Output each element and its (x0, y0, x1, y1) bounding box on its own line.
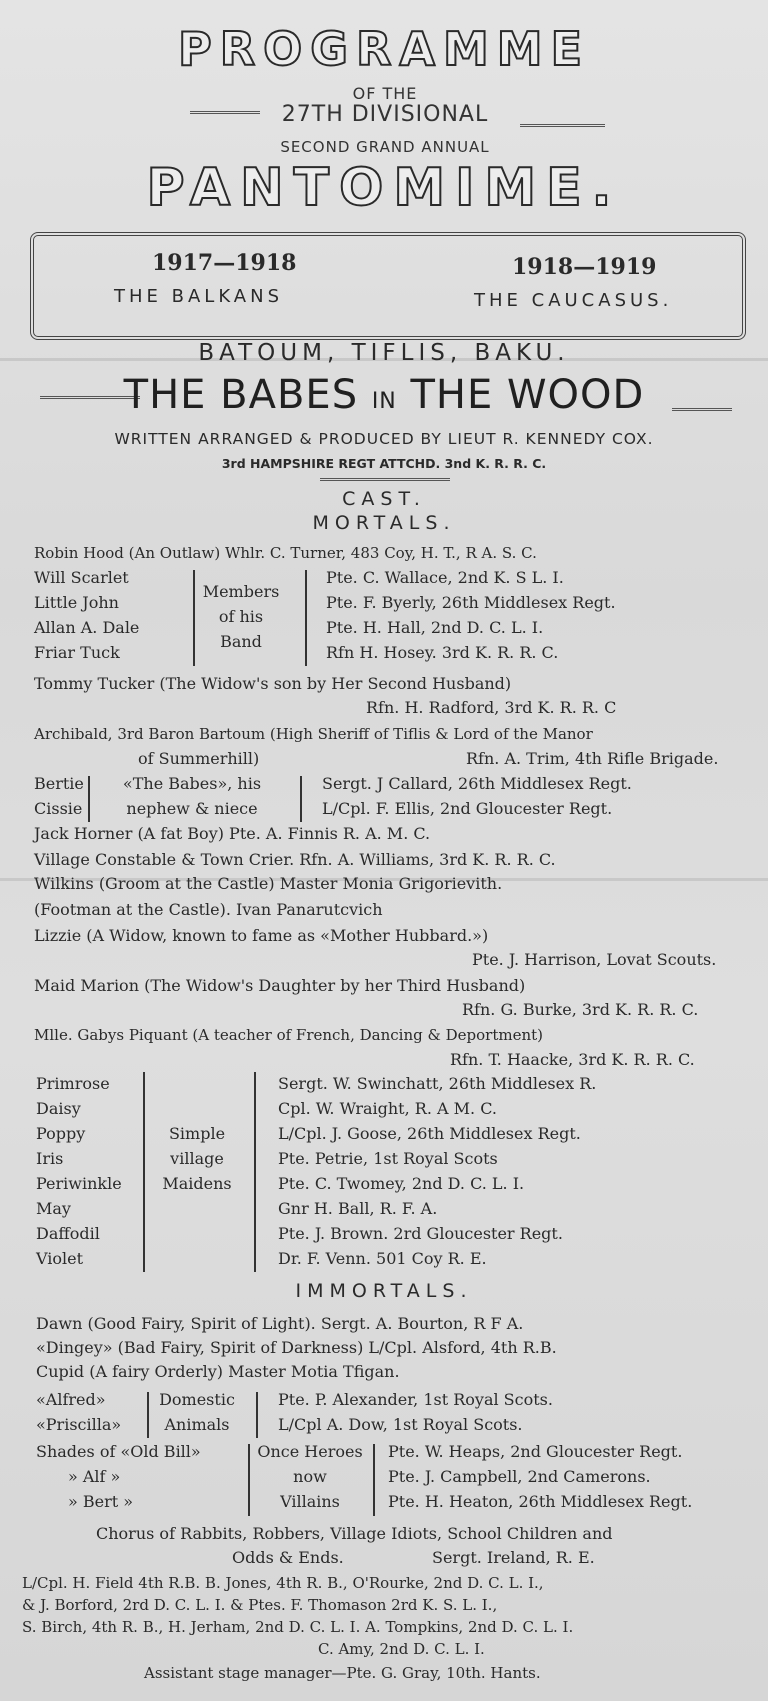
season-years-left: 1917—1918 (152, 250, 297, 276)
season-years-right: 1918—1919 (512, 254, 657, 280)
play-title (0, 372, 768, 418)
credit-sub-line: 3rd HAMPSHIRE REGT ATTCHD. 3nd K. R. R. C. (221, 456, 547, 471)
band-actor: Rfn H. Hosey. 3rd K. R. R. C. (326, 643, 559, 662)
animal-actors (278, 1390, 553, 1440)
shade-role: » Alf » (68, 1467, 121, 1486)
rule (320, 478, 450, 481)
babes-role: Cissie (34, 799, 83, 818)
babes-actor: L/Cpl. F. Ellis, 2nd Gloucester Regt. (322, 799, 613, 818)
maiden-role: Daisy (36, 1099, 81, 1118)
bracket (305, 570, 307, 666)
play-title-part3: THE WOOD (410, 372, 645, 418)
shade-actors (388, 1442, 692, 1517)
maiden-actor: Pte. Petrie, 1st Royal Scots (278, 1149, 498, 1168)
second-grand-text: SECOND GRAND ANNUAL (280, 138, 490, 156)
band-role: Allan A. Dale (34, 618, 140, 637)
band-group-line: of his (218, 607, 264, 626)
band-roles (34, 568, 139, 668)
maiden-actor: Sergt. W. Swinchatt, 26th Middlesex R. (278, 1074, 597, 1093)
programme-title: PROGRAMME (178, 22, 590, 76)
babes-group-line: nephew & niece (126, 799, 258, 818)
immortals-heading: IMMORTALS. (295, 1280, 473, 1302)
cast-marion: Maid Marion (The Widow's Daughter by her Third Husband) (34, 976, 526, 995)
band-actor: Pte. H. Hall, 2nd D. C. L. I. (326, 618, 544, 637)
cast-jack: Jack Horner (A fat Boy) Pte. A. Finnis R. A. M. C. (34, 824, 431, 843)
shade-roles (36, 1442, 201, 1517)
cast-tommy: Tommy Tucker (The Widow's son by Her Second Husband) (34, 674, 512, 693)
cast-marion-actor: Rfn. G. Burke, 3rd K. R. R. C. (462, 1000, 699, 1019)
cast-archibald: Archibald, 3rd Baron Bartoum (High Sheriff of Tiflis & Lord of the Manor (34, 725, 593, 743)
cast-gabys: Mlle. Gabys Piquant (A teacher of French, Dancing & Deportment) (34, 1026, 543, 1044)
cast-village-constable: Village Constable & Town Crier. Rfn. A. Williams, 3rd K. R. R. C. (34, 850, 556, 869)
band-group-line: Members (202, 582, 280, 601)
animal-actor: L/Cpl A. Dow, 1st Royal Scots. (278, 1415, 523, 1434)
maiden-role: Poppy (36, 1124, 86, 1143)
ensemble-line: L/Cpl. H. Field 4th R.B. B. Jones, 4th R. B., O'Rourke, 2nd D. C. L. I., (22, 1574, 544, 1592)
animal-role: «Alfred» (36, 1390, 106, 1409)
pantomime-title: PANTOMIME. (146, 158, 622, 218)
maiden-actor: Pte. J. Brown. 2rd Gloucester Regt. (278, 1224, 563, 1243)
cast-chorus-2: Odds & Ends. (232, 1548, 344, 1567)
credit-line: WRITTEN ARRANGED & PRODUCED BY LIEUT R. KENNEDY COX. (114, 430, 654, 448)
band-role: Will Scarlet (34, 568, 129, 587)
maiden-role: Periwinkle (36, 1174, 122, 1193)
bracket (143, 1072, 145, 1272)
bracket (373, 1444, 375, 1516)
cast-cupid: Cupid (A fairy Orderly) Master Motia Tfigan. (36, 1362, 400, 1381)
maiden-actor: Pte. C. Twomey, 2nd D. C. L. I. (278, 1174, 525, 1193)
cast-dingey: «Dingey» (Bad Fairy, Spirit of Darkness) L/Cpl. Alsford, 4th R.B. (36, 1338, 557, 1357)
band-role: Friar Tuck (34, 643, 120, 662)
stage-manager: Assistant stage manager—Pte. G. Gray, 10th. Hants. (144, 1664, 541, 1682)
cast-chorus-actor: Sergt. Ireland, R. E. (432, 1548, 595, 1567)
animal-role: «Priscilla» (36, 1415, 122, 1434)
band-group (194, 582, 288, 657)
band-group-line: Band (220, 632, 262, 651)
babes-role: Bertie (34, 774, 84, 793)
shade-actor: Pte. H. Heaton, 26th Middlesex Regt. (388, 1492, 693, 1511)
bracket (147, 1392, 149, 1438)
seasons-frame (30, 232, 746, 340)
maiden-actor: Cpl. W. Wraight, R. A M. C. (278, 1099, 497, 1118)
bracket (88, 776, 90, 822)
shade-role: Shades of «Old Bill» (36, 1442, 201, 1461)
cities-line: BATOUM, TIFLIS, BAKU. (198, 340, 570, 366)
shade-actor: Pte. J. Campbell, 2nd Camerons. (388, 1467, 651, 1486)
cast-gabys-actor: Rfn. T. Haacke, 3rd K. R. R. C. (450, 1050, 695, 1069)
cast-archibald-actor: Rfn. A. Trim, 4th Rifle Brigade. (466, 749, 719, 768)
animal-actor: Pte. P. Alexander, 1st Royal Scots. (278, 1390, 553, 1409)
ensemble (22, 1574, 573, 1662)
cast-wilkins: Wilkins (Groom at the Castle) Master Monia Grigorievith. (34, 874, 503, 893)
cast-lizzie-actor: Pte. J. Harrison, Lovat Scouts. (472, 950, 717, 969)
ensemble-line: & J. Borford, 2rd D. C. L. I. & Ptes. F. Thomason 2rd K. S. L. I., (22, 1596, 498, 1614)
babes-group-line: «The Babes», his (122, 774, 262, 793)
maiden-role: Iris (36, 1149, 64, 1168)
mortals-heading: MORTALS. (312, 512, 456, 534)
babes-actors (322, 774, 632, 824)
rule (520, 124, 605, 127)
cast-archibald-2: of Summerhill) (138, 749, 260, 768)
shade-actor: Pte. W. Heaps, 2nd Gloucester Regt. (388, 1442, 683, 1461)
maiden-role: Violet (36, 1249, 84, 1268)
band-actor: Pte. F. Byerly, 26th Middlesex Regt. (326, 593, 616, 612)
bracket (300, 776, 302, 822)
animal-group-line: Animals (164, 1415, 230, 1434)
play-title-part2: IN (371, 389, 397, 414)
maiden-group-line: village (170, 1149, 224, 1168)
season-place-left: THE BALKANS (114, 286, 284, 307)
cast-chorus: Chorus of Rabbits, Robbers, Village Idiots, School Children and (96, 1524, 613, 1543)
maiden-group-line: Simple (168, 1124, 226, 1143)
babes-group (92, 774, 292, 824)
maiden-actor: Gnr H. Ball, R. F. A. (278, 1199, 438, 1218)
animal-group-line: Domestic (159, 1390, 235, 1409)
bracket (254, 1072, 256, 1272)
cast-lizzie: Lizzie (A Widow, known to fame as «Mother Hubbard.») (34, 926, 489, 945)
band-role: Little John (34, 593, 119, 612)
of-the-text: OF THE (352, 84, 418, 103)
bracket (256, 1392, 258, 1438)
babes-actor: Sergt. J Callard, 26th Middlesex Regt. (322, 774, 632, 793)
cast-tommy-actor: Rfn. H. Radford, 3rd K. R. R. C (366, 698, 617, 717)
cast-heading: CAST. (342, 488, 426, 510)
shade-group-line: Once Heroes (257, 1442, 363, 1461)
shade-group-line: now (293, 1467, 327, 1486)
shade-group (250, 1442, 370, 1517)
maiden-actors (278, 1074, 596, 1274)
ensemble-line: S. Birch, 4th R. B., H. Jerham, 2nd D. C. L. I. A. Tompkins, 2nd D. C. L. I. (22, 1618, 574, 1636)
maiden-roles (36, 1074, 122, 1274)
season-place-right: THE CAUCASUS. (474, 290, 673, 311)
cast-dawn: Dawn (Good Fairy, Spirit of Light). Sergt. A. Bourton, R F A. (36, 1314, 524, 1333)
maiden-role: May (36, 1199, 71, 1218)
band-actors (326, 568, 616, 668)
cast-footman: (Footman at the Castle). Ivan Panarutcvich (34, 900, 383, 919)
maiden-group-line: Maidens (162, 1174, 232, 1193)
babes-roles (34, 774, 84, 824)
rule (672, 408, 732, 411)
cast-robin: Robin Hood (An Outlaw) Whlr. C. Turner, 483 Coy, H. T., R A. S. C. (34, 544, 537, 562)
play-title-part1: THE BABES (123, 372, 359, 418)
divisional-text: 27TH DIVISIONAL (281, 102, 489, 127)
band-actor: Pte. C. Wallace, 2nd K. S L. I. (326, 568, 564, 587)
animal-roles (36, 1390, 121, 1440)
maiden-group (150, 1124, 244, 1199)
maiden-role: Daffodil (36, 1224, 100, 1243)
shade-role: » Bert » (68, 1492, 134, 1511)
animal-group (150, 1390, 244, 1440)
shade-group-line: Villains (280, 1492, 340, 1511)
maiden-role: Primrose (36, 1074, 110, 1093)
maiden-actor: Dr. F. Venn. 501 Coy R. E. (278, 1249, 487, 1268)
maiden-actor: L/Cpl. J. Goose, 26th Middlesex Regt. (278, 1124, 581, 1143)
ensemble-line: C. Amy, 2nd D. C. L. I. (318, 1640, 485, 1658)
